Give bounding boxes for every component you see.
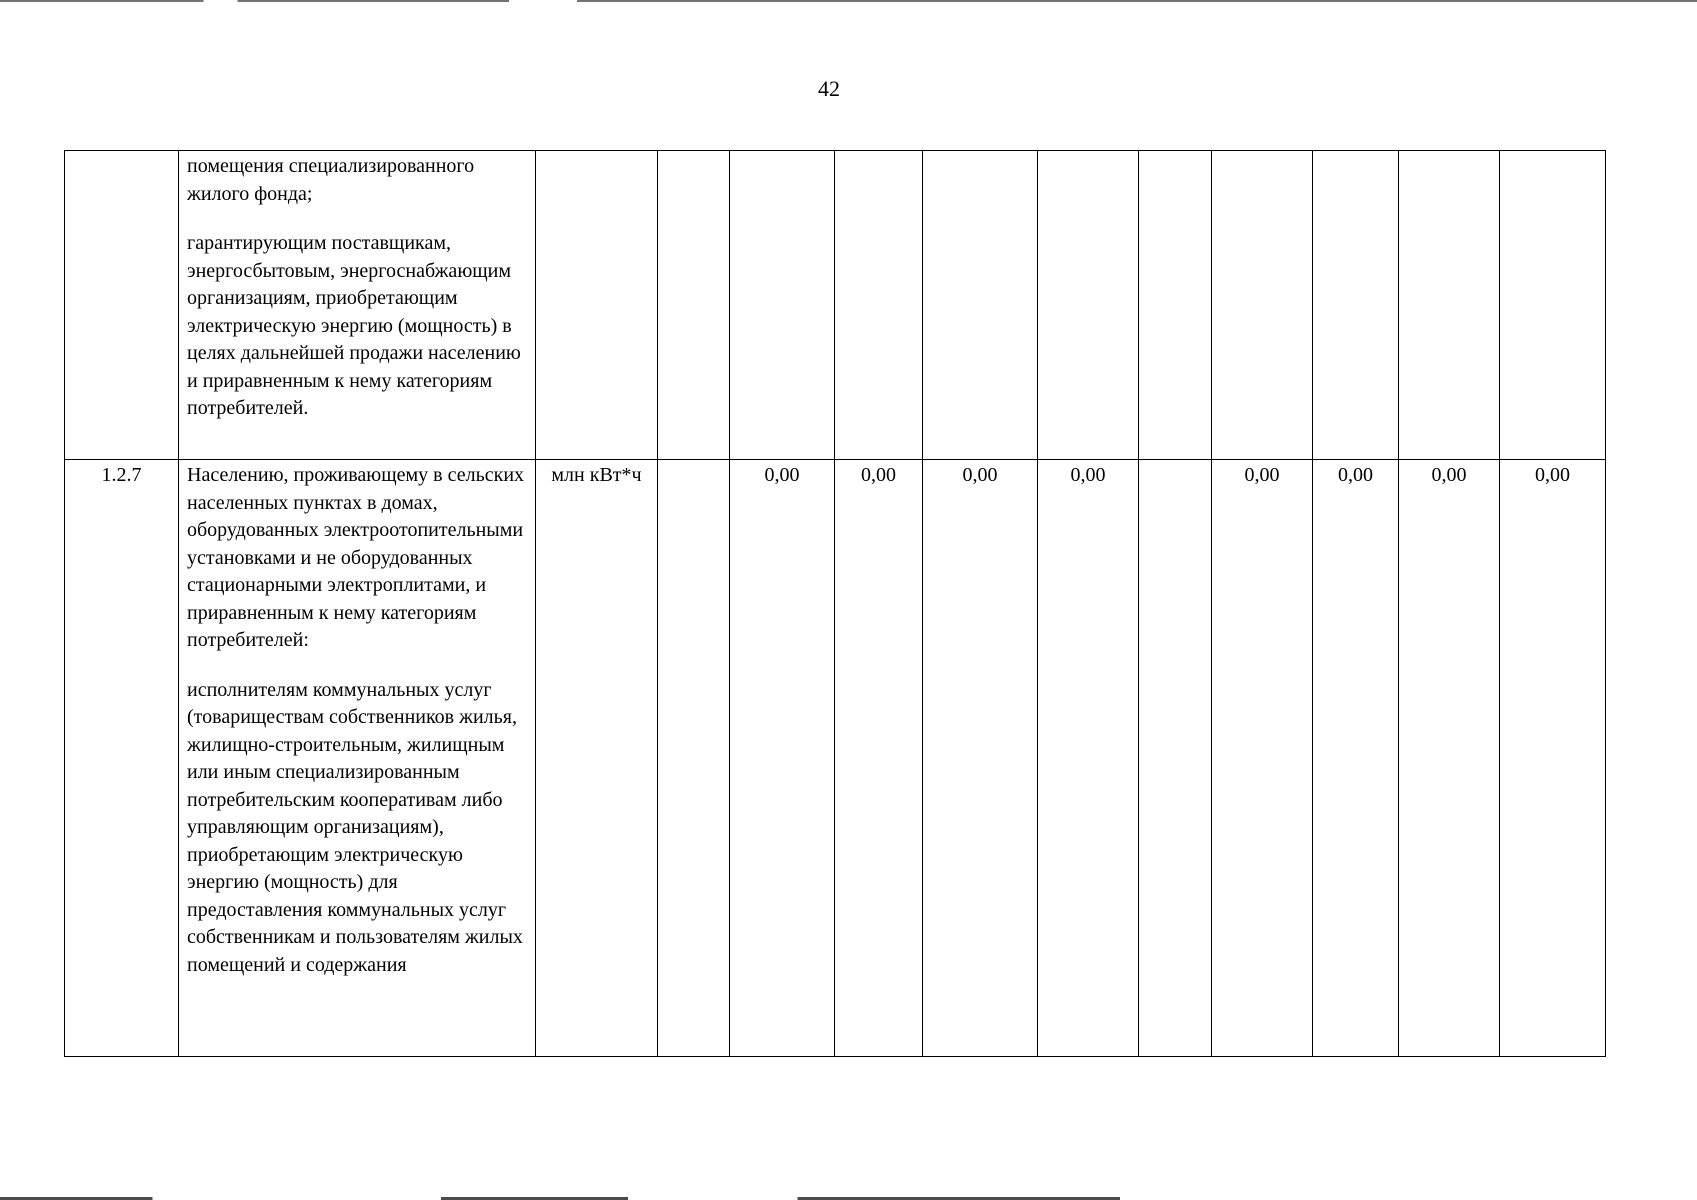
- unit-cell: млн кВт*ч: [536, 460, 658, 1057]
- value-cell: 0,00: [1313, 460, 1399, 1057]
- value-cell: [658, 151, 730, 460]
- value-cell: 0,00: [923, 460, 1038, 1057]
- description-paragraph: исполнителям коммунальных услуг (товариществам собственников жилья, жилищно-строительным, жилищным или иным специализированным потребительским кооперативам либо управляющим организациям), приобретающим электрическую энергию (мощность) для предоставления коммунальных услуг собственникам и пользователям жилых помещений и содержания: [187, 678, 523, 976]
- tariff-balance-table: [64, 150, 1606, 1057]
- value-cell: 0,00: [1500, 460, 1606, 1057]
- row-number-cell: [65, 151, 179, 460]
- value-cell: [1399, 151, 1500, 460]
- scan-edge-top: [0, 0, 1697, 2]
- value-cell: [1500, 151, 1606, 460]
- page-number: 42: [818, 76, 840, 101]
- value-cell: [658, 460, 730, 1057]
- value-cell: [1212, 151, 1313, 460]
- table-row: [65, 151, 1606, 460]
- value-cell: 0,00: [1212, 460, 1313, 1057]
- value-cell: 0,00: [730, 460, 835, 1057]
- value-cell: 0,00: [1038, 460, 1139, 1057]
- value-cell: [835, 151, 923, 460]
- description-paragraph: помещения специализированного жилого фонда;: [187, 155, 475, 205]
- value-cell: [1139, 151, 1212, 460]
- value-cell: [1139, 460, 1212, 1057]
- description-cell: [179, 460, 536, 1057]
- row-number-cell: 1.2.7: [65, 460, 179, 1057]
- value-cell: [923, 151, 1038, 460]
- unit-cell: [536, 151, 658, 460]
- table-row: [65, 460, 1606, 1057]
- value-cell: 0,00: [1399, 460, 1500, 1057]
- value-cell: [730, 151, 835, 460]
- value-cell: [1038, 151, 1139, 460]
- description-paragraph: гарантирующим поставщикам, энергосбытовым, энергоснабжающим организациям, приобретающим электрическую энергию (мощность) в целях дальнейшей продажи населению и приравненным к нему категориям потребителей.: [187, 232, 521, 419]
- description-cell: [179, 151, 536, 460]
- description-paragraph: Населению, проживающему в сельских населенных пунктах в домах, оборудованных электроотопительными установками и не оборудованных стационарными электроплитами, и приравненным к нему категориям потребителей:: [187, 464, 525, 651]
- value-cell: [1313, 151, 1399, 460]
- value-cell: 0,00: [835, 460, 923, 1057]
